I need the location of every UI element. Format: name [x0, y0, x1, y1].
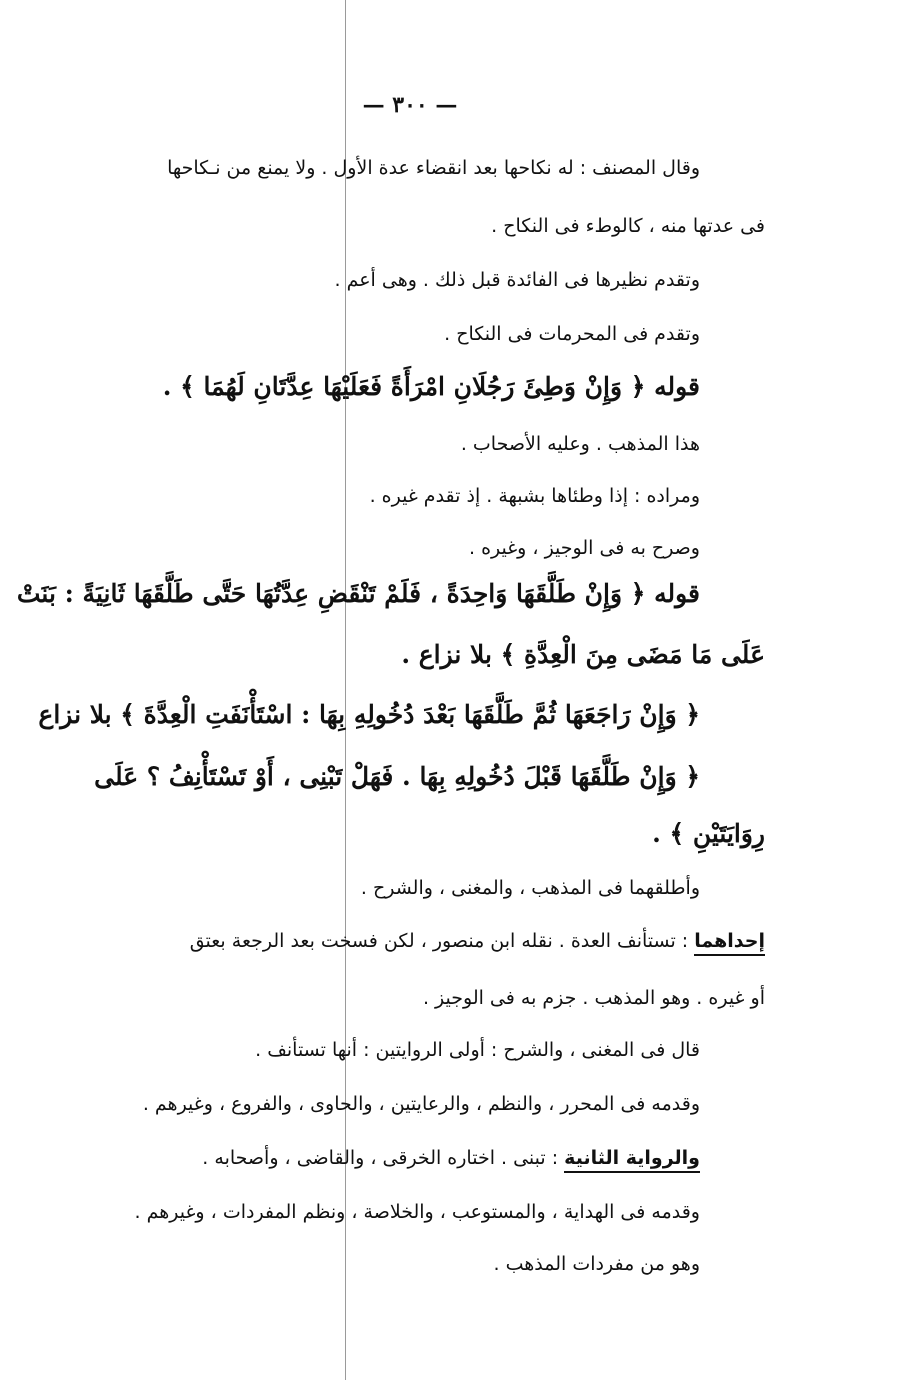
quran-line: قوله ﴿ وَإِنْ طَلَّقَهَا وَاحِدَةً ، فَلَمْ تَنْقَضِ عِدَّتُهَا حَتَّى طَلَّقَهَا ثَانِيَةً : بَنَتْ: [16, 579, 700, 608]
text-line: هذا المذهب . وعليه الأصحاب .: [460, 433, 700, 455]
text-line: أو غيره . وهو المذهب . جزم به فى الوجيز .: [422, 987, 765, 1009]
text-line: والرواية الثانية : تبنى . اختاره الخرقى ، والقاضى ، وأصحابه .: [202, 1140, 700, 1176]
text-line: قال فى المغنى ، والشرح : أولى الروايتين : أنها تستأنف .: [255, 1039, 700, 1061]
text-line: وأطلقهما فى المذهب ، والمغنى ، والشرح .: [360, 877, 700, 899]
text-line: وقال المصنف : له نكاحها بعد انقضاء عدة الأول . ولا يمنع من نـكاحها: [167, 157, 700, 179]
text-line: وقدمه فى الهداية ، والمستوعب ، والخلاصة ، ونظم المفردات ، وغيرهم .: [134, 1201, 700, 1223]
text-line: وتقدم فى المحرمات فى النكاح .: [444, 323, 700, 345]
quran-line: قوله ﴿ وَإِنْ وَطِئَ رَجُلَانِ امْرَأَةً فَعَلَيْهَا عِدَّتَانِ لَهُمَا ﴾ .: [162, 372, 700, 401]
text-line: وصرح به فى الوجيز ، وغيره .: [469, 537, 700, 559]
quran-line: رِوَايَتَيْنِ ﴾ .: [652, 819, 765, 848]
text-line: ومراده : إذا وطئاها بشبهة . إذ تقدم غيره .: [369, 485, 700, 507]
quran-line: ﴿ وَإِنْ رَاجَعَهَا ثُمَّ طَلَّقَهَا بَعْدَ دُخُولِهِ بِهَا : اسْتَأْنَفَتِ الْعِدَّةَ ﴾ بلا نزاع: [38, 700, 700, 729]
text-line: إحداهما : تستأنف العدة . نقله ابن منصور ، لكن فسخت بعد الرجعة بعتق: [190, 923, 765, 959]
quran-line: عَلَى مَا مَضَى مِنَ الْعِدَّةِ ﴾ بلا نزاع .: [401, 640, 765, 669]
quran-line: ﴿ وَإِنْ طَلَّقَهَا قَبْلَ دُخُولِهِ بِهَا . فَهَلْ تَبْنِى ، أَوْ تَسْتَأْنِفُ ؟ عَلَى: [94, 762, 700, 791]
text-line: فى عدتها منه ، كالوطء فى النكاح .: [491, 215, 765, 237]
page-number: — ٣٠٠ —: [362, 92, 458, 118]
text-line: وقدمه فى المحرر ، والنظم ، والرعايتين ، والحاوى ، والفروع ، وغيرهم .: [142, 1093, 700, 1115]
text-line: وهو من مفردات المذهب .: [493, 1253, 700, 1275]
text-line: وتقدم نظيرها فى الفائدة قبل ذلك . وهى أعم .: [334, 269, 700, 291]
